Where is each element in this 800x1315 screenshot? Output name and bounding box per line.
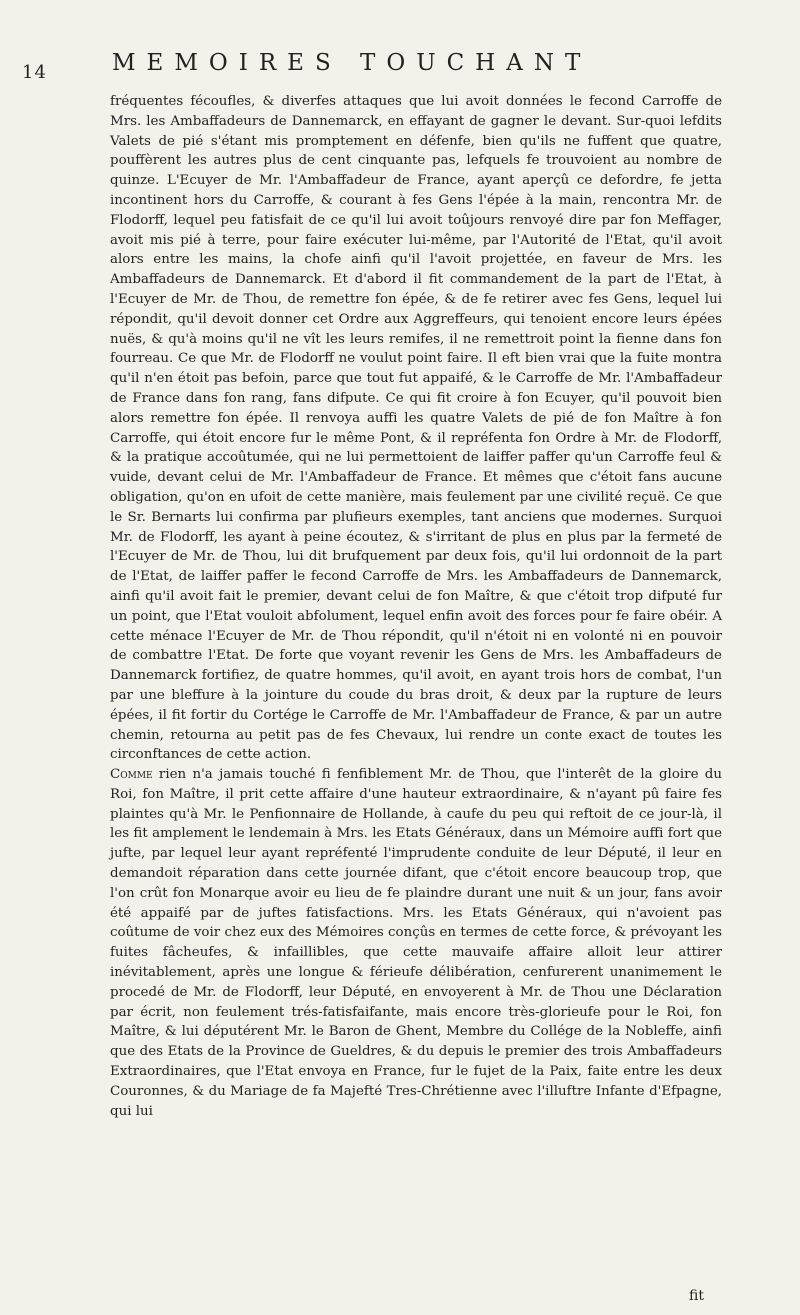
- page-number: 14: [22, 62, 47, 83]
- paragraph: fréquentes fécoufles, & diverfes attaques que lui avoit données le fecond Carroffe de Mrs. les Ambaffadeurs de Dannemarck, en effayant de gagner le devant. Sur-quoi lefdits Valets de pié s'étant mis promptement en défenfe, bien qu'ils ne fuffent que quatre, pouffèrent les autres plus de cent cinquante pas, lefquels fe trouvoient au nombre de quinze. L'Ecuyer de Mr. l'Ambaffadeur de France, ayant aperçû ce defordre, fe jetta incontinent hors du Carroffe, & courant à fes Gens l'épée à la main, rencontra Mr. de Flodorff, lequel peu fatisfait de ce qu'il lui avoit toûjours renvoyé dire par fon Meffager, avoit mis pié à terre, pour faire exécuter lui-même, par l'Autorité de l'Etat, qu'il avoit alors entre les mains, la chofe ainfi qu'il l'avoit projettée, en faveur de Mrs. les Ambaffadeurs de Dannemarck. Et d'abord il fit commandement de la part de l'Etat, à l'Ecuyer de Mr. de Thou, de remettre fon épée, & de fe retirer avec fes Gens, lequel lui répondit, qu'il devoit donner cet Ordre aux Aggreffeurs, qui tenoient encore leurs épées nuës, & qu'à moins qu'il ne vît les leurs remifes, il ne remettroit point la fienne dans fon fourreau. Ce que Mr. de Flodorff ne voulut point faire. Il eft bien vrai que la fuite montra qu'il n'en étoit pas befoin, parce que tout fut appaifé, & le Carroffe de Mr. l'Ambaffadeur de France dans fon rang, fans difpute. Ce qui fit croire à fon Ecuyer, qu'il pouvoit bien alors remettre fon épée. Il renvoya auffi les quatre Valets de pié de fon Maître à fon Carroffe, qui étoit encore fur le même Pont, & il repréfenta fon Ordre à Mr. de Flodorff, & la pratique accoûtumée, qui ne lui permettoient de laiffer paffer qu'un Carroffe feul & vuide, devant celui de Mr. l'Ambaffadeur de France. Et mêmes que c'étoit fans aucune obligation, qu'on en ufoit de cette manière, mais feulement par une civilité reçuë. Ce que le Sr. Bernarts lui confirma par plufieurs exemples, tant anciens que modernes. Surquoi Mr. de Flodorff, les ayant à peine écoutez, & s'irritant de plus en plus par la fermeté de l'Ecuyer de Mr. de Thou, lui dit brufquement par deux fois, qu'il lui ordonnoit de la part de l'Etat, de laiffer paffer le fecond Carroffe de Mrs. les Ambaffadeurs de Dannemarck, ainfi qu'il avoit fait le premier, devant celui de fon Maître, & que c'étoit trop difputé fur un point, que l'Etat vouloit abfolument, lequel enfin avoit des forces pour fe faire obéir. A cette ménace l'Ecuyer de Mr. de Thou répondit, qu'il n'étoit ni en volonté ni en pouvoir de combattre l'Etat. De forte que voyant revenir les Gens de Mrs. les Ambaffadeurs de Dannemarck fortifiez, de quatre hommes, qu'il avoit, en ayant trois hors de combat, l'un par une bleffure à la jointure du coude du bras droit, & deux par la rupture de leurs épées, il fit fortir du Cortége le Carroffe de Mr. l'Ambaffadeur de France, & par un autre chemin, retourna au petit pas de fes Chevaux, lui rendre un conte exact de toutes les circonftances de cette action.: [110, 94, 722, 763]
- body-text: [110, 92, 722, 1121]
- catchword: fit: [689, 1288, 704, 1304]
- paragraph: [110, 765, 722, 1121]
- paragraph-opening-word: Comme: [110, 767, 153, 783]
- running-head: MEMOIRES TOUCHANT: [112, 50, 592, 76]
- paragraph-text: rien n'a jamais touché fi fenfiblement Mr. de Thou, que l'interêt de la gloire du Roi, fon Maître, il prit cette affaire d'une hauteur extraordinaire, & n'ayant pû faire fes plaintes qu'à Mr. le Penfionnaire de Hollande, à caufe du peu qui reftoit de ce jour-là, il les fit amplement le lendemain à Mrs. les Etats Généraux, dans un Mémoire auffi fort que jufte, par lequel leur ayant repréfenté l'imprudente conduite de leur Député, il leur en demandoit réparation dans cette journée difant, que c'étoit encore beaucoup trop, que l'on crût fon Monarque avoir eu lieu de fe plaindre durant une nuit & un jour, fans avoir été appaifé par de juftes fatisfactions. Mrs. les Etats Généraux, qui n'avoient pas coûtume de voir chez eux des Mémoires conçûs en termes de cette force, & prévoyant les fuites fâcheufes, & infaillibles, que cette mauvaife affaire alloit leur attirer inévitablement, après une longue & férieufe délibération, cenfurerent unanimement le procedé de Mr. de Flodorff, leur Député, en envoyerent à Mr. de Thou une Déclaration par écrit, non feulement trés-fatisfaifante, mais encore très-glorieufe pour le Roi, fon Maître, & lui députérent Mr. le Baron de Ghent, Membre du Collége de la Nobleffe, ainfi que des Etats de la Province de Gueldres, & du depuis le premier des trois Ambaffadeurs Extraordinaires, que l'Etat envoya en France, fur le fujet de la Paix, faite entre les deux Couronnes, & du Mariage de fa Majefté Tres-Chrétienne avec l'illuftre Infante d'Efpagne, qui lui: [110, 767, 722, 1119]
